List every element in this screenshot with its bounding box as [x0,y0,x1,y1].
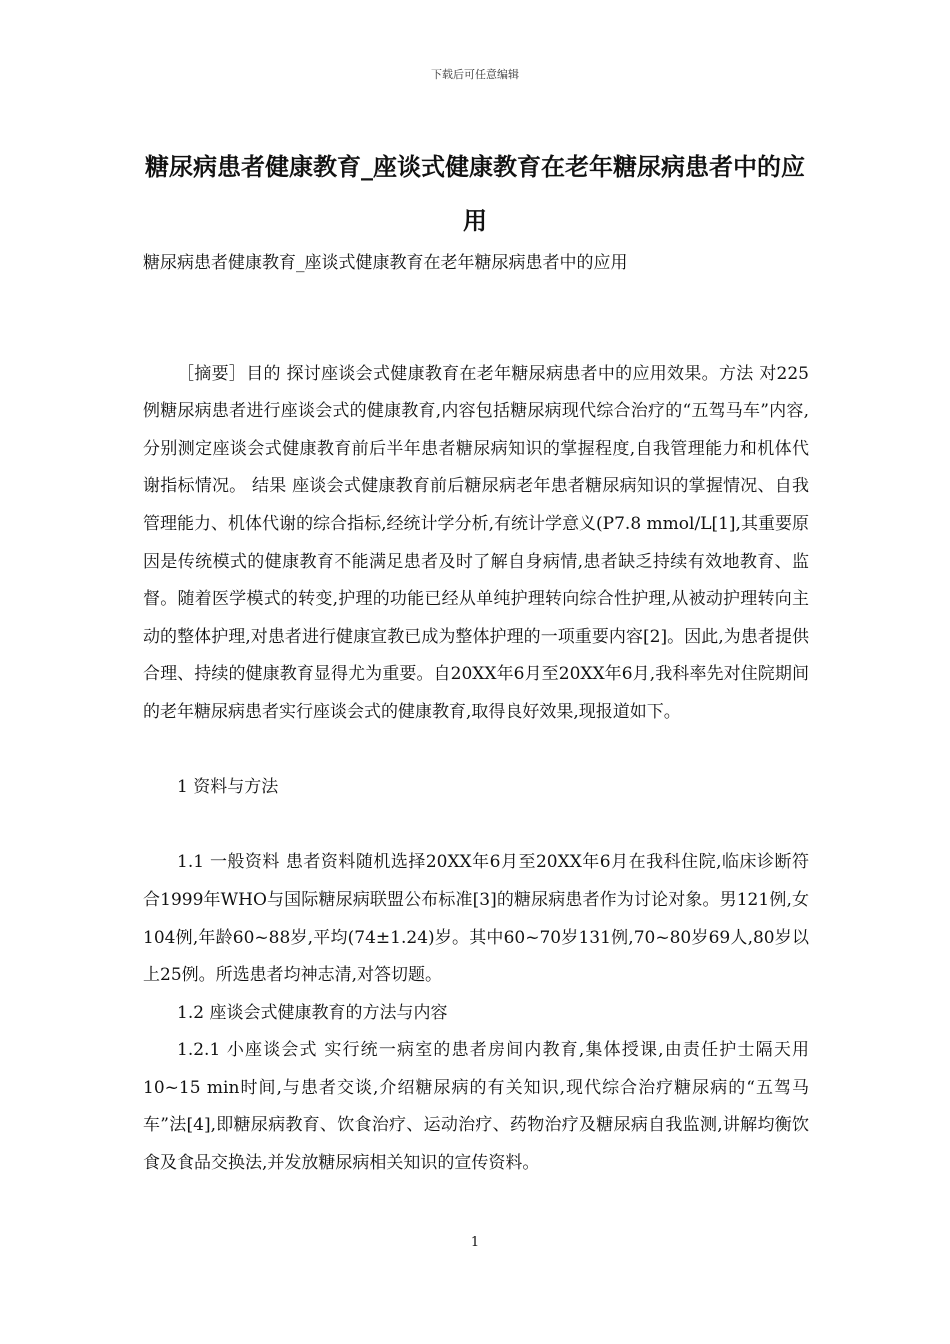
document-title: 糖尿病患者健康教育_座谈式健康教育在老年糖尿病患者中的应用 [145,153,805,235]
abstract-paragraph: ［摘要］目的 探讨座谈会式健康教育在老年糖尿病患者中的应用效果。方法 对225例糖尿病患者进行座谈会式的健康教育,内容包括糖尿病现代综合治疗的“五驾马车”内容,分别测定座谈会式健康教育前后半年患者糖尿病知识的掌握程度,自我管理能力和机体代谢指标情况。 结果 座谈会式健康教育前后糖尿病老年患者糖尿病知识的掌握情况、自我管理能力、机体代谢的综合指标,经统计学分析,有统计学意义(P7.8 mmol/L[1],其重要原因是传统模式的健康教育不能满足患者及时了解自身病情,患者缺乏持续有效地教育、监督。随着医学模式的转变,护理的功能已经从单纯护理转向综合性护理,从被动护理转向主动的整体护理,对患者进行健康宣教已成为整体护理的一项重要内容[2]。因此,为患者提供合理、持续的健康教育显得尤为重要。自20XX年6月至20XX年6月,我科率先对住院期间的老年糖尿病患者实行座谈会式的健康教育,取得良好效果,现报道如下。 [143,363,809,722]
spacer [143,318,809,356]
spacer [143,807,809,845]
subsection-general-info: 1.1 一般资料 患者资料随机选择20XX年6月至20XX年6月在我科住院,临床诊断符合1999年WHO与国际糖尿病联盟公布标准[3]的糖尿病患者作为讨论对象。男121例,女104例,年龄60~88岁,平均(74±1.24)岁。其中60~70岁131例,70~80岁69人,80岁以上25例。所选患者均神志清,对答切题。 [143,852,809,986]
document-body [143,318,809,1183]
subsection-small-seminar: 1.2.1 小座谈会式 实行统一病室的患者房间内教育,集体授课,由责任护士隔天用10~15 min时间,与患者交谈,介绍糖尿病的有关知识,现代综合治疗糖尿病的“五驾马车”法[4],即糖尿病教育、饮食治疗、运动治疗、药物治疗及糖尿病自我监测,讲解均衡饮食及食品交换法,并发放糖尿病相关知识的宣传资料。 [143,1040,809,1174]
page-number: 1 [470,1235,480,1250]
header-note: 下载后可任意编辑 [431,68,519,81]
document-subtitle: 糖尿病患者健康教育_座谈式健康教育在老年糖尿病患者中的应用 [143,253,628,273]
section-heading: 1 资料与方法 [177,777,279,798]
spacer [143,732,809,770]
subsection-heading: 1.2 座谈会式健康教育的方法与内容 [177,1002,448,1023]
